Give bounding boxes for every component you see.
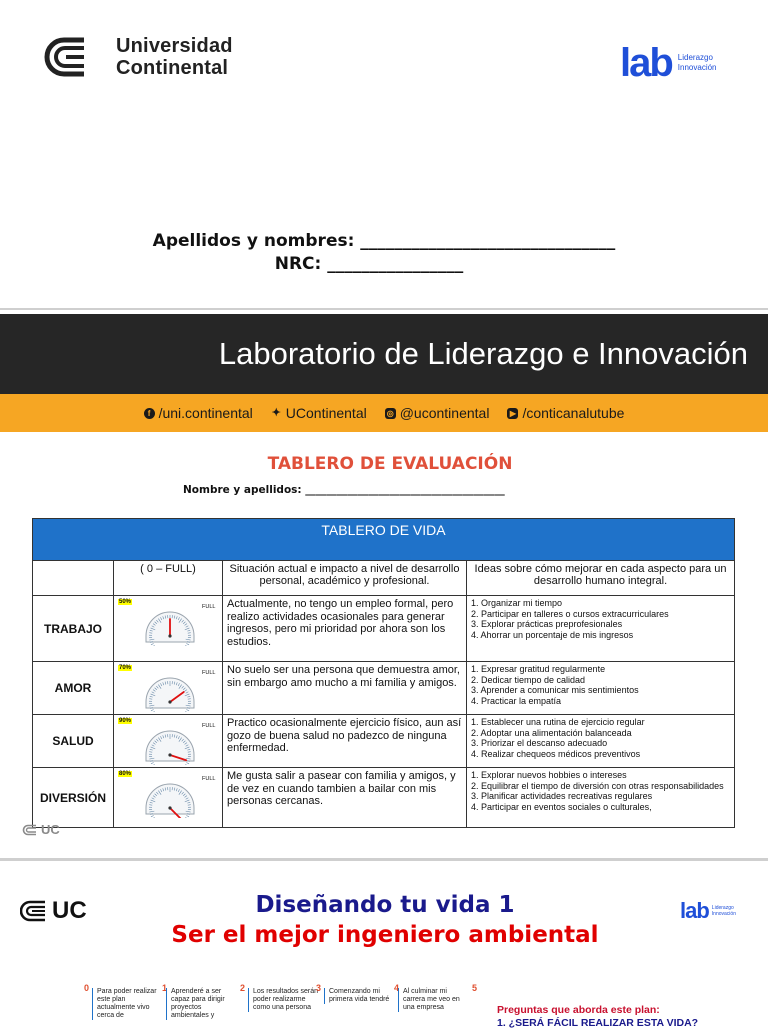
idea-item: 3. Planificar actividades recreativas regulares: [471, 791, 730, 802]
row-situacion: Practico ocasionalmente ejercicio físico, aun así gozo de buena salud no padezco de ninguna enfermedad.: [223, 715, 467, 768]
gauge-percent: 50%: [118, 599, 132, 605]
idea-item: 1. Organizar mi tiempo: [471, 598, 730, 609]
lab-logo-sub1: Liderazgo: [712, 905, 736, 911]
idea-item: 4. Participar en eventos sociales o culturales,: [471, 802, 730, 813]
student-info: [0, 230, 768, 276]
step-text: Aprenderé a ser capaz para dirigir proyectos ambientales y: [166, 988, 239, 1020]
gauge: [114, 662, 222, 714]
row-ideas: [467, 715, 735, 768]
twitter-icon: ✦: [271, 408, 282, 419]
tablero-nombre-label: Nombre y apellidos: ______________________________________: [183, 484, 505, 496]
row-ideas: [467, 768, 735, 828]
gauge-percent: 70%: [118, 665, 132, 671]
step-text: Los resultados serán poder realizarme como una persona: [248, 988, 321, 1012]
uc-emblem-icon: [44, 34, 106, 80]
gauge-full-label: FULL: [202, 723, 215, 729]
gauge: [114, 715, 222, 767]
uc-logo-text: UC: [52, 897, 87, 925]
step-item: [394, 978, 399, 996]
lab-logo-sub2: Innovación: [678, 63, 717, 73]
idea-item: 3. Explorar prácticas preprofesionales: [471, 619, 730, 630]
preguntas-title: Preguntas que aborda este plan:: [497, 1004, 660, 1016]
table-title-row: [33, 519, 735, 561]
gauge-dial-icon: [142, 602, 198, 646]
social-instagram[interactable]: [385, 405, 490, 421]
facebook-icon: f: [144, 408, 155, 419]
idea-item: 4. Ahorrar un porcentaje de mis ingresos: [471, 630, 730, 641]
lab-logo-word: lab: [620, 41, 672, 86]
table-row: [33, 715, 735, 768]
step-number: 1: [162, 983, 167, 993]
header-situacion: Situación actual e impacto a nivel de desarrollo personal, académico y profesional.: [223, 561, 467, 596]
youtube-icon: ▶: [507, 408, 518, 419]
social-facebook-text: /uni.continental: [159, 405, 253, 421]
idea-item: 1. Establecer una rutina de ejercicio regular: [471, 717, 730, 728]
step-item: [472, 978, 477, 996]
table-row: [33, 768, 735, 828]
gauge-full-label: FULL: [202, 670, 215, 676]
header-empty: [33, 561, 114, 596]
universidad-continental-logo: [44, 34, 233, 80]
step-number: 4: [394, 983, 399, 993]
pregunta-1: 1. ¿SERÁ FÁCIL REALIZAR ESTA VIDA?: [497, 1017, 698, 1029]
gauge-full-label: FULL: [202, 604, 215, 610]
header-ideas: Ideas sobre cómo mejorar en cada aspecto para un desarrollo humano integral.: [467, 561, 735, 596]
lab-logo-word: lab: [680, 898, 709, 924]
social-twitter-text: UContinental: [286, 405, 367, 421]
lab-logo-small: [680, 898, 736, 924]
step-item: [162, 978, 167, 996]
social-instagram-text: @ucontinental: [400, 405, 490, 421]
gauge-cell: [114, 596, 223, 662]
gauge-cell: [114, 662, 223, 715]
row-category: TRABAJO: [33, 596, 114, 662]
lab-banner: [0, 314, 768, 394]
gauge: [114, 768, 222, 820]
lab-banner-title: Laboratorio de Liderazgo e Innovación: [219, 336, 748, 372]
uc-emblem-icon: [20, 900, 48, 922]
step-text: Comenzando mi primera vida tendré: [324, 988, 397, 1004]
social-twitter[interactable]: [271, 405, 367, 421]
uc-footer-text: UC: [41, 822, 60, 837]
idea-item: 1. Explorar nuevos hobbies o intereses: [471, 770, 730, 781]
instagram-icon: ◎: [385, 408, 396, 419]
step-number: 2: [240, 983, 245, 993]
lab-logo-sub2: Innovación: [712, 911, 736, 917]
row-situacion: No suelo ser una persona que demuestra amor, sin embargo amo mucho a mi familia y amigos.: [223, 662, 467, 715]
step-text: Para poder realizar este plan actualmente vivo cerca de: [92, 988, 165, 1020]
gauge-dial-icon: [142, 668, 198, 712]
step-item: [84, 978, 89, 996]
social-facebook[interactable]: [144, 405, 253, 421]
idea-item: 2. Participar en talleres o cursos extracurriculares: [471, 609, 730, 620]
table-title: TABLERO DE VIDA: [33, 519, 735, 561]
gauge-dial-icon: [142, 721, 198, 765]
idea-item: 2. Equilibrar el tiempo de diversión con otras responsabilidades: [471, 781, 730, 792]
gauge-full-label: FULL: [202, 776, 215, 782]
step-number: 3: [316, 983, 321, 993]
gauge-cell: [114, 715, 223, 768]
name-field-label: Apellidos y nombres: ______________________________: [0, 230, 768, 253]
page-divider: [0, 858, 768, 861]
uc-emblem-icon: [22, 824, 38, 836]
step-item: [240, 978, 245, 996]
table-row: [33, 596, 735, 662]
gauge-percent: 90%: [118, 718, 132, 724]
social-youtube[interactable]: [507, 405, 624, 421]
idea-item: 3. Priorizar el descanso adecuado: [471, 738, 730, 749]
row-category: DIVERSIÓN: [33, 768, 114, 828]
life-plan-steps: [80, 978, 500, 1028]
row-situacion: Me gusta salir a pasear con familia y amigos, y de vez en cuando tambien a bailar con mis personas cercanas.: [223, 768, 467, 828]
row-category: SALUD: [33, 715, 114, 768]
social-youtube-text: /conticanalutube: [522, 405, 624, 421]
university-name-line2: Continental: [116, 57, 233, 79]
header-gauge: ( 0 – FULL): [114, 561, 223, 596]
row-ideas: [467, 596, 735, 662]
idea-item: 3. Aprender a comunicar mis sentimientos: [471, 685, 730, 696]
lab-logo-sub1: Liderazgo: [678, 53, 717, 63]
page-divider: [0, 308, 768, 310]
row-category: AMOR: [33, 662, 114, 715]
idea-item: 2. Dedicar tiempo de calidad: [471, 675, 730, 686]
gauge-dial-icon: [142, 774, 198, 818]
step-item: [316, 978, 321, 996]
table-row: [33, 662, 735, 715]
disenando-title-line1: Diseñando tu vida 1: [150, 890, 620, 920]
step-number: 5: [472, 983, 477, 993]
university-name-line1: Universidad: [116, 35, 233, 57]
disenando-title: [150, 890, 620, 950]
idea-item: 4. Practicar la empatía: [471, 696, 730, 707]
row-situacion: Actualmente, no tengo un empleo formal, pero realizo actividades ocasionales para generar ingresos, pero mi prioridad por ahora son los estudios.: [223, 596, 467, 662]
tablero-vida-table: [32, 518, 735, 828]
idea-item: 1. Expresar gratitud regularmente: [471, 664, 730, 675]
nrc-field-label: NRC: ________________: [0, 253, 768, 276]
idea-item: 4. Realizar chequeos médicos preventivos: [471, 749, 730, 760]
gauge-cell: [114, 768, 223, 828]
step-number: 0: [84, 983, 89, 993]
step-text: Al culminar mi carrera me veo en una empresa: [398, 988, 471, 1012]
lab-logo: [600, 28, 760, 98]
social-bar: [0, 394, 768, 432]
row-ideas: [467, 662, 735, 715]
gauge-percent: 80%: [118, 771, 132, 777]
gauge: [114, 596, 222, 648]
table-header-row: [33, 561, 735, 596]
uc-footer-logo: [22, 822, 60, 837]
idea-item: 2. Adoptar una alimentación balanceada: [471, 728, 730, 739]
disenando-title-line2: Ser el mejor ingeniero ambiental: [150, 920, 620, 950]
uc-logo: [20, 897, 87, 925]
tablero-title: TABLERO DE EVALUACIÓN: [0, 454, 768, 474]
